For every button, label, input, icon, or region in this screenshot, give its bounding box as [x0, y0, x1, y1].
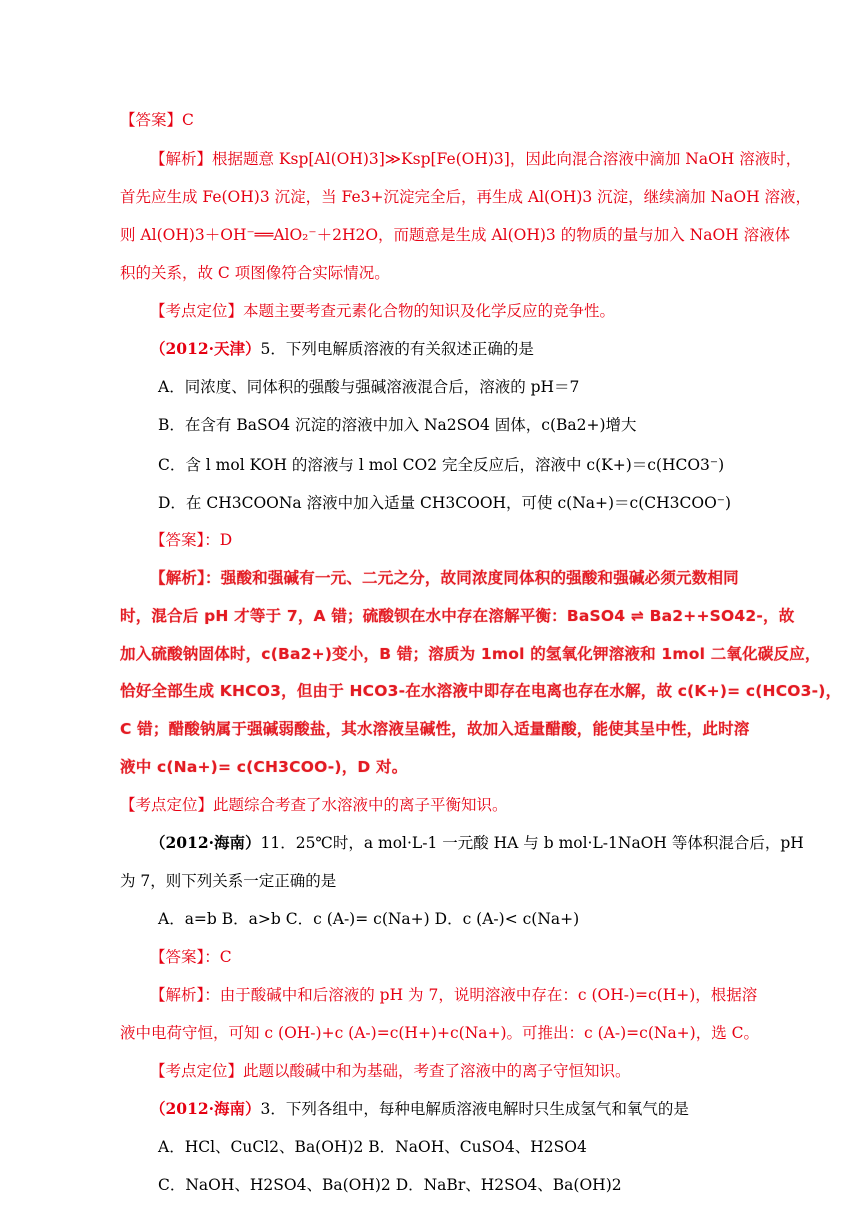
- question-header: [150, 339, 534, 359]
- scanned-analysis-line: 液中 c(Na+)= c(CH3COO-)，D 对。: [120, 758, 408, 776]
- option-d: D．在 CH3COONa 溶液中加入适量 CH3COOH，可使 c(Na+)＝c(CH3COO⁻): [158, 494, 732, 512]
- option-row: A．HCl、CuCl2、Ba(OH)2 B．NaOH、CuSO4、H2SO4: [158, 1138, 587, 1156]
- scanned-analysis-line: 加入硫酸钠固体时，c(Ba2+)变小，B 错；溶质为 1mol 的氢氧化钾溶液和 1mol 二氧化碳反应，: [120, 645, 821, 663]
- key-point-line: 【考点定位】此题以酸碱中和为基础，考查了溶液中的离子守恒知识。: [150, 1062, 631, 1080]
- question-text: 3．下列各组中，每种电解质溶液电解时只生成氢气和氧气的是: [260, 1100, 689, 1118]
- analysis-line: 液中电荷守恒，可知 c (OH-)+c (A-)=c(H+)+c(Na+)。可推出：c (A-)=c(Na+)，选 C。: [120, 1024, 760, 1042]
- scanned-analysis-line: 恰好全部生成 KHCO3，但由于 HCO3-在水溶液中即存在电离也存在水解，故 c(K+)= c(HCO3-)，: [120, 682, 842, 700]
- scanned-analysis-line: 【解析】：强酸和强碱有一元、二元之分，故同浓度同体积的强酸和强碱必须元数相同: [150, 569, 739, 587]
- question-header: [150, 833, 804, 853]
- answer-label: 【答案】C: [120, 111, 194, 129]
- key-point-line: 【考点定位】本题主要考查元素化合物的知识及化学反应的竞争性。: [150, 302, 616, 320]
- answer-label: 【答案】：C: [150, 948, 232, 966]
- scanned-analysis-line: 时，混合后 pH 才等于 7，A 错；硫酸钡在水中存在溶解平衡：BaSO4 ⇌ Ba2++SO42-，故: [120, 607, 795, 625]
- analysis-line: 首先应生成 Fe(OH)3 沉淀，当 Fe3+沉淀完全后，再生成 Al(OH)3 沉淀，继续滴加 NaOH 溶液，: [120, 188, 812, 206]
- option-a: A．同浓度、同体积的强酸与强碱溶液混合后，溶液的 pH＝7: [158, 378, 580, 396]
- scanned-analysis-line: C 错；醋酸钠属于强碱弱酸盐，其水溶液呈碱性，故加入适量醋酸，能使其呈中性，此时溶: [120, 720, 750, 738]
- option-c: C．含 l mol KOH 的溶液与 l mol CO2 完全反应后，溶液中 c(K+)＝c(HCO3⁻): [158, 456, 725, 474]
- option-row: C．NaOH、H2SO4、Ba(OH)2 D．NaBr、H2SO4、Ba(OH)2: [158, 1176, 622, 1194]
- question-text: 11．25℃时，a mol·L-1 一元酸 HA 与 b mol·L-1NaOH 等体积混合后，pH: [260, 834, 804, 852]
- question-source: （2012·天津）: [150, 339, 261, 358]
- key-point-line: 【考点定位】此题综合考查了水溶液中的离子平衡知识。: [120, 796, 508, 814]
- answer-label: 【答案】：D: [150, 531, 233, 549]
- analysis-line: 【解析】根据题意 Ksp[Al(OH)3]≫Ksp[Fe(OH)3]，因此向混合溶液中滴加 NaOH 溶液时，: [150, 150, 802, 168]
- analysis-line: 【解析】：由于酸碱中和后溶液的 pH 为 7，说明溶液中存在：c (OH-)=c(H+)，根据溶: [150, 986, 758, 1004]
- question-source: （2012·海南）: [150, 833, 261, 852]
- options-row: A．a=b B．a>b C．c (A-)= c(Na+) D．c (A-)< c(Na+): [158, 910, 580, 928]
- analysis-line: 积的关系，故 C 项图像符合实际情况。: [120, 264, 390, 282]
- option-b: B．在含有 BaSO4 沉淀的溶液中加入 Na2SO4 固体，c(Ba2+)增大: [158, 416, 637, 434]
- question-text: 5．下列电解质溶液的有关叙述正确的是: [260, 340, 534, 358]
- question-text: 为 7，则下列关系一定正确的是: [120, 872, 337, 890]
- question-source: （2012·海南）: [150, 1099, 261, 1118]
- question-header: [150, 1099, 689, 1119]
- analysis-line: 则 Al(OH)3＋OH⁻══AlO₂⁻＋2H2O，而题意是生成 Al(OH)3 的物质的量与加入 NaOH 溶液体: [120, 226, 791, 244]
